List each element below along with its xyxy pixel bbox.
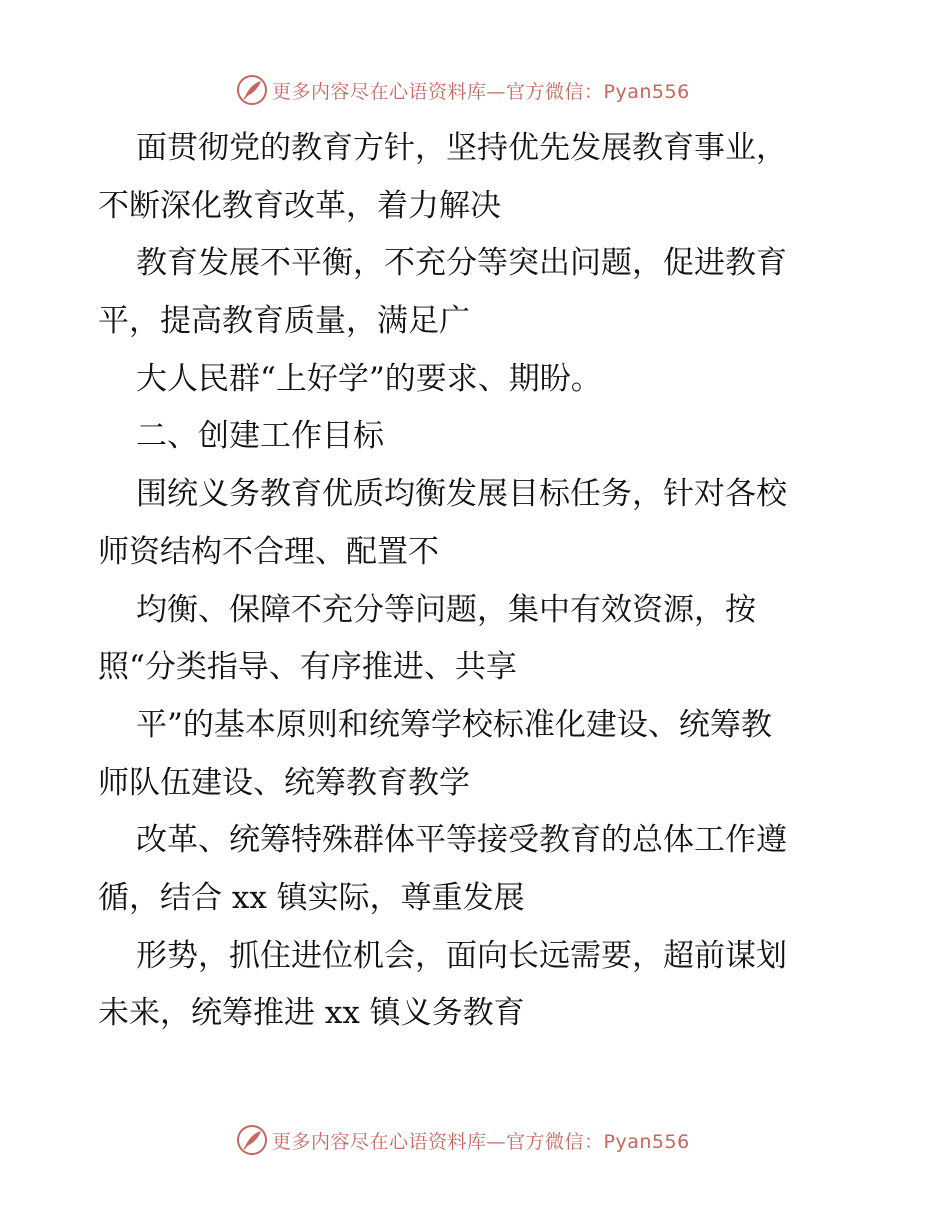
watermark-text: 更多内容尽在心语资料库—官方微信：Pyan556 — [272, 80, 690, 103]
feather-pen-logo-icon — [236, 74, 268, 106]
wechat-id: Pyan556 — [603, 1130, 690, 1153]
text-line: 师队伍建设、统筹教育教学 — [98, 764, 470, 801]
section-heading: 二、创建工作目标 — [136, 418, 384, 455]
text-line: 面贯彻党的教育方针，坚持优先发展教育事业， — [136, 130, 787, 166]
watermark-banner-top — [236, 72, 716, 108]
text-line: 平，提高教育质量，满足广 — [98, 303, 470, 340]
text-line: 师资结构不合理、配置不 — [98, 533, 439, 570]
text-line: 不断深化教育改革，着力解决 — [98, 187, 501, 224]
text-line: 均衡、保障不充分等问题，集中有效资源，按 — [136, 591, 756, 628]
feather-pen-logo-icon — [236, 1124, 268, 1156]
text-line: 循，结合 xx 镇实际，尊重发展 — [98, 879, 525, 916]
text-line: 大人民群“上好学”的要求、期盼。 — [136, 360, 602, 397]
document-body — [98, 120, 858, 1043]
watermark-banner-bottom — [236, 1122, 716, 1158]
text-line: 改革、统筹特殊群体平等接受教育的总体工作遵 — [136, 822, 787, 859]
text-line: 教育发展不平衡，不充分等突出问题，促进教育 — [136, 245, 787, 282]
text-line: 平”的基本原则和统筹学校标准化建设、统筹教 — [136, 706, 772, 743]
wechat-id: Pyan556 — [603, 80, 690, 103]
watermark-text: 更多内容尽在心语资料库—官方微信：Pyan556 — [272, 1130, 690, 1153]
text-line: 未来，统筹推进 xx 镇义务教育 — [98, 995, 525, 1032]
text-line: 围统义务教育优质均衡发展目标任务，针对各校 — [136, 476, 787, 513]
text-line: 照“分类指导、有序推进、共享 — [98, 649, 517, 686]
text-line: 形势，抓住进位机会，面向长远需要，超前谋划 — [136, 937, 787, 974]
